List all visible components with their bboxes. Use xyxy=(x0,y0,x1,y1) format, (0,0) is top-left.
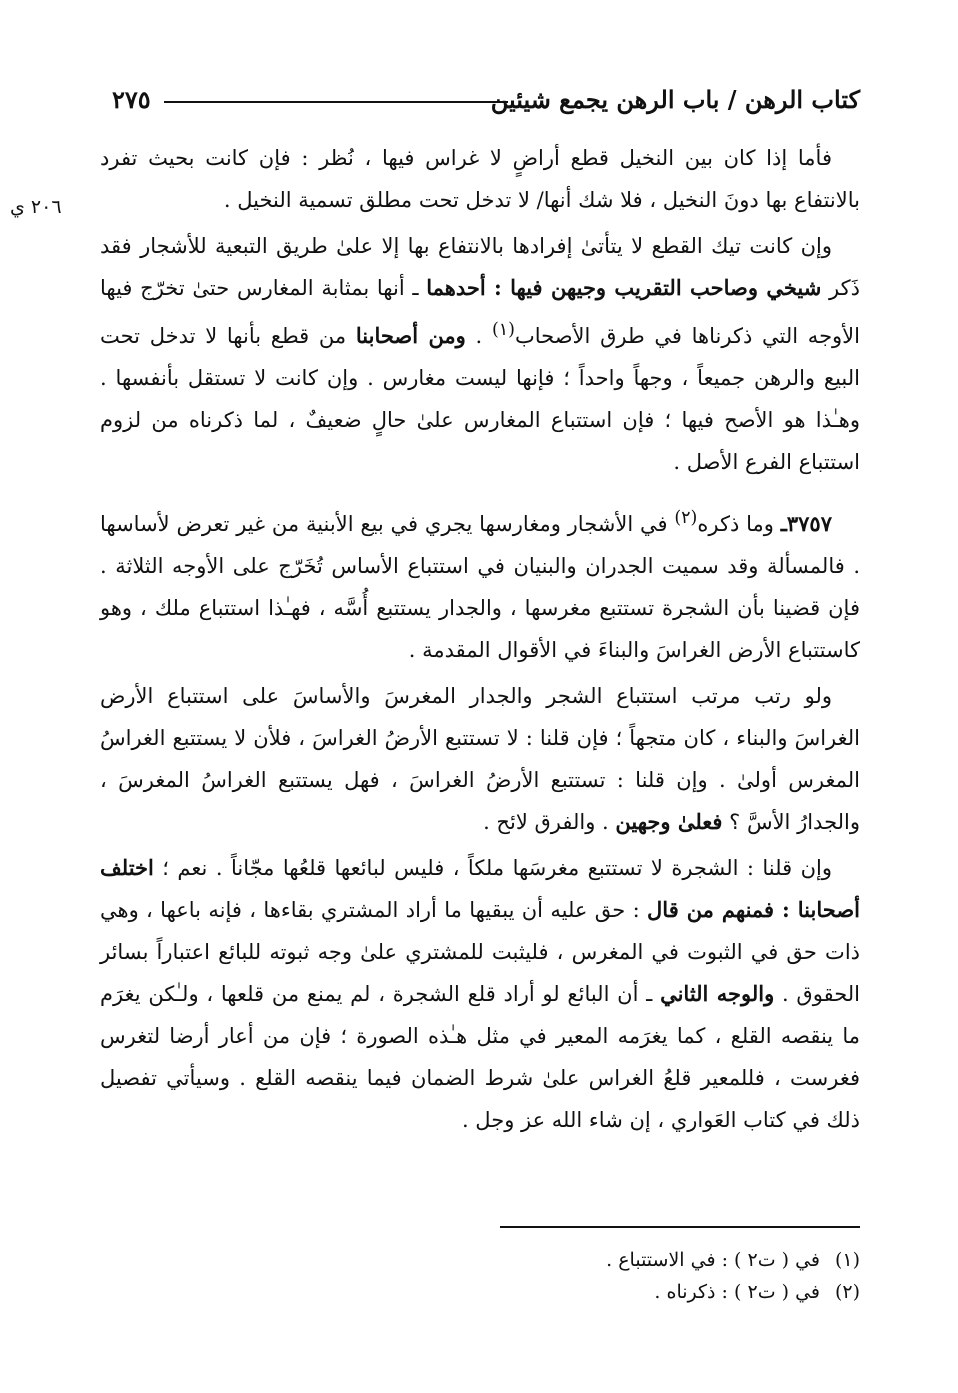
footnotes xyxy=(360,1244,860,1308)
paragraph-4-text-c: . والفرق لائح . xyxy=(483,810,616,834)
footnote-ref-1: (١) xyxy=(491,320,515,340)
paragraph-3-text-b: في الأشجار ومغارسها يجري في بيع الأبنية من غير تعرض لأساسها . فالمسألة وقد سميت الجدران والبنيان في استتباع الأساس تُخَرّج على الأوجه الثلاثة . فإن قضينا بأن الشجرة تستتبع مغرسها ، والجدار يستتبع أُسَّه ، فهـٰذا استتباع ملك ، وهو كاستتباع الأرض الغراسَ والبناءَ في الأقوال المقدمة . xyxy=(100,512,860,662)
footnote-ref-2: (٢) xyxy=(674,508,698,528)
paragraph-3 xyxy=(100,497,860,671)
paragraph-4 xyxy=(100,675,860,843)
paragraph-5 xyxy=(100,847,860,1141)
section-number: ٣٧٥٧ـ xyxy=(780,511,832,536)
running-title: كتاب الرهن / باب الرهن يجمع شيئين xyxy=(490,85,860,114)
paragraph-4-text-a: ولو رتب مرتب استتباع الشجر والجدار المغرسَ والأساسَ على استتباع الأرض الغراسَ والبناء ، كان متجهاً ؛ فإن قلنا : لا تستتبع الأرضُ الغراسَ ، فلأن لا يستتبع الغراسُ المغرس أولىٰ . وإن قلنا : تستتبع الأرضُ الغراسَ ، فهل يستتبع الغراسُ المغرسَ ، والجدارُ الأسَّ ؟ xyxy=(100,684,860,834)
footnote-1-text: في ( ت٢ ) : في الاستتباع . xyxy=(606,1249,820,1271)
page-number: ٢٧٥ xyxy=(112,85,151,114)
paragraph-3-text-a: وما ذكره xyxy=(697,512,781,536)
paragraph-5-text-a: وإن قلنا : الشجرة لا تستتبع مغرسَها ملكاً ، فليس لبائعها قلعُها مجّاناً . نعم ؛ xyxy=(153,856,832,880)
paragraph-5-text-c: : حق عليه أن يبقيها ما أراد المشتري بقاءها ، فإنه باعها ، وهي ذات حق في الثبوت في المغرس ، فليثبت للمشتري علىٰ وجه ثبوته للبائع اعتباراً بسائر الحقوق . xyxy=(100,898,860,1006)
paragraph-5-text-e: ـ أن البائع لو أراد قلع الشجرة ، لم يمنع من قلعها ، ولـٰكن يغرَم ما ينقصه القلع ، كما يغرَمه المعير في مثل هـٰذه الصورة ؛ فإن من أعار أرضا لتغرس فغرست ، فللمعير قلعُ الغراس علىٰ شرط الضمان فيما ينقصه القلع . وسيأتي تفصيل ذلك في كتاب العَواري ، إن شاء الله عز وجل . xyxy=(100,982,860,1132)
paragraph-2-text-a: وإن كانت تيك القطع لا يتأتىٰ إفرادها بالانتفاع بها إلا علىٰ طريق التبعية للأشجار فقد ذَكر xyxy=(100,234,860,300)
footnote-1-number: (١) xyxy=(834,1249,860,1271)
main-text xyxy=(100,137,860,1145)
paragraph-5-bold-d: والوجه الثاني xyxy=(660,981,775,1006)
paragraph-4-bold-b: فعلىٰ وجهين xyxy=(615,809,723,834)
footnote-2-number: (٢) xyxy=(834,1281,860,1303)
margin-manuscript-note: ٢٠٦ ي xyxy=(10,196,62,218)
page-header xyxy=(112,82,860,118)
paragraph-2-text-c: ـ أنها بمثابة المغارس حتىٰ تخرّج فيها الأوجه التي ذكرناها في طرق الأصحاب xyxy=(100,276,860,348)
footnote-2-text: في ( ت٢ ) : ذكرناه . xyxy=(654,1281,820,1303)
paragraph-2-bold-e: ومن أصحابنا xyxy=(355,323,466,348)
footnote-2 xyxy=(360,1276,860,1308)
paragraph-2 xyxy=(100,225,860,483)
footnote-1 xyxy=(360,1244,860,1276)
paragraph-2-bold-a: شيخي وصاحب التقريب وجيهن فيها : أحدهما xyxy=(426,275,822,300)
paragraph-2-text-f: من قطع بأنها لا تدخل تحت البيع والرهن جميعاً ، وجهاً واحداً ؛ فإنها ليست مغارس . وإن كانت لا تستقل بأنفسها . وهـٰذا هو الأصح فيها ؛ فإن استتباع المغارس علىٰ حالٍ ضعيفٌ ، لما ذكرناه من لزوم استتباع الفرع الأصل . xyxy=(100,324,860,474)
footnote-rule xyxy=(500,1226,860,1228)
paragraph-1-text: فأما إذا كان بين النخيل قطع أراضٍ لا غراس فيها ، نُظر : فإن كانت بحيث تفرد بالانتفاع بها دونَ النخيل ، فلا شك أنها/ لا تدخل تحت مطلق تسمية النخيل . xyxy=(100,146,860,212)
paragraph-5-bold-b: اختلف أصحابنا : فمنهم من قال xyxy=(100,855,860,922)
paragraph-1 xyxy=(100,137,860,221)
paragraph-2-text-d: . xyxy=(465,324,492,348)
header-rule xyxy=(164,101,508,103)
